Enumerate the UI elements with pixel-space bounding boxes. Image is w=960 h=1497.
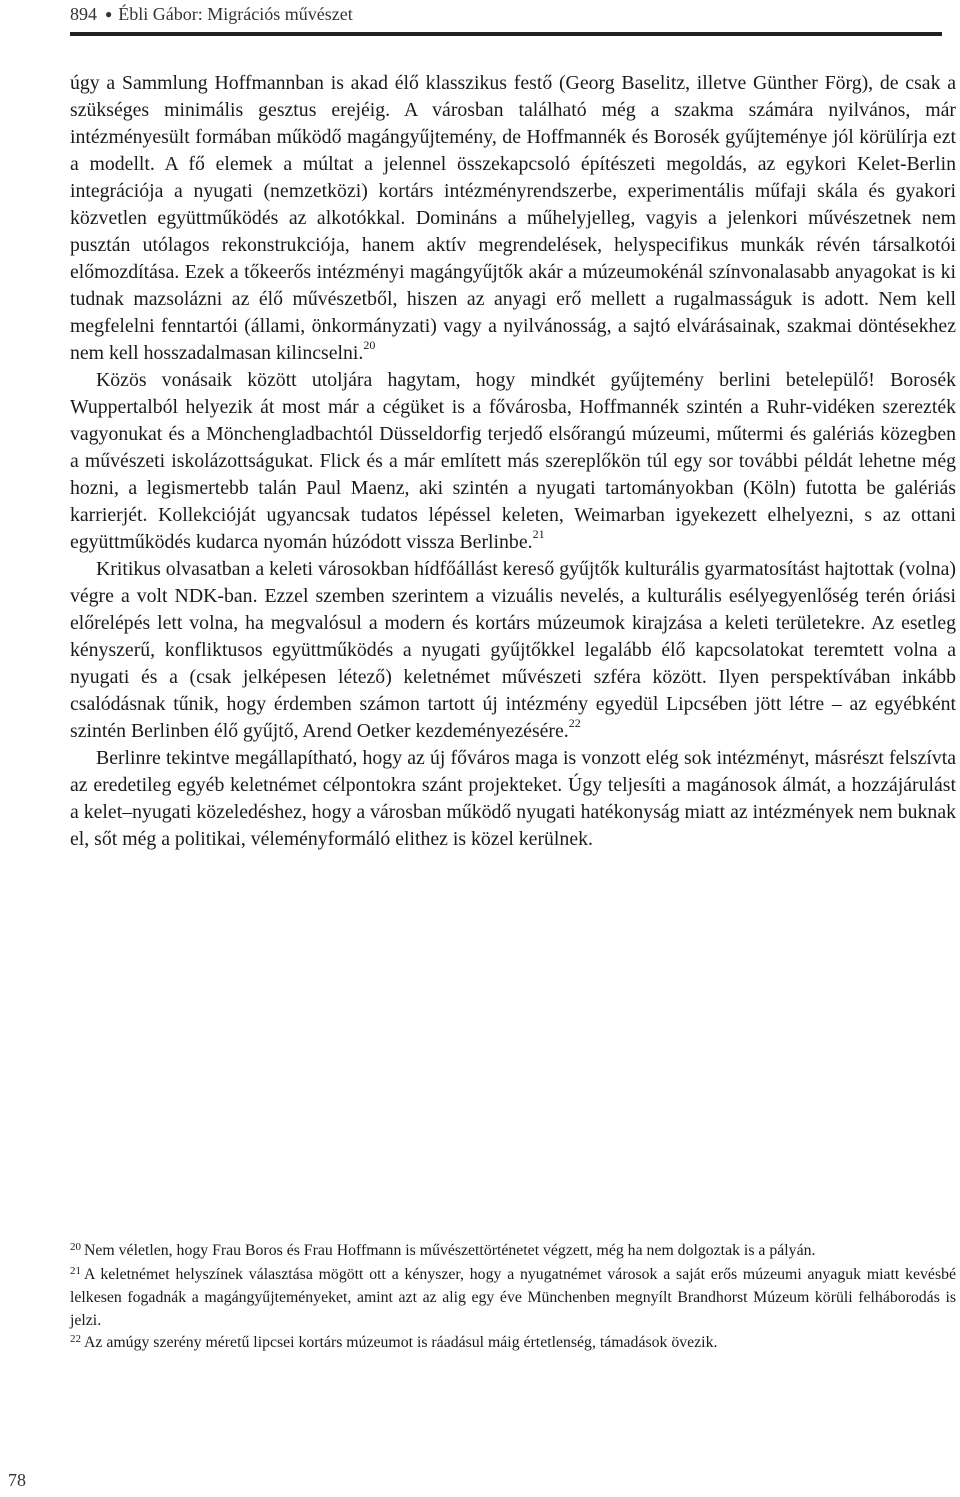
footnote-22 bbox=[70, 1332, 956, 1356]
footnote-20 bbox=[70, 1240, 956, 1264]
paragraph-4 bbox=[70, 745, 956, 853]
footnote-ref-22[interactable]: 22 bbox=[568, 716, 581, 731]
header-rule bbox=[70, 32, 942, 36]
paragraph-1-text: úgy a Sammlung Hoffmannban is akad élő klasszikus festő (Georg Baselitz, illetve Günther Förg), de csak a szükséges minimális gesztus erejéig. A városban található még a szakma számára nyilvános, már intézményesült formában működő magángyűjtemény, de Hoffmannék és Borosék gyűjteménye jól körülírja ezt a modellt. A fő elemek a múltat a jelennel összekapcsoló építészeti megoldás, az egykori Kelet-Berlin integrációja a nyugati (nemzetközi) kortárs intézményrendszerbe, experimentális műfaji skála és gyakori közvetlen együttműködés az alkotókkal. Domináns a műhelyjelleg, vagyis a jelenkori művészetnek nem pusztán utólagos rekonstrukciója, hanem aktív megrendelések, helyspecifikus munkák révén társalkotói előmozdítása. Ezek a tőkeerős intézményi magángyűjtők akár a múzeumokénál színvonalasabb anyagokat is ki tudnak mazsolázni az élő művészetből, hiszen az anyagi erő mellett a rugalmasságuk is adott. Nem kell megfelelni fenntartói (állami, önkormányzati) vagy a nyilvánosság, a sajtó elvárásainak, szakmai döntésekhez nem kell hosszadalmasan kilincselni. bbox=[70, 72, 956, 364]
paragraph-2-text: Közös vonásaik között utoljára hagytam, hogy mindkét gyűjtemény berlini betelepülő! Borosék Wuppertalból helyezik át most már a cégüket is a fővárosba, Hoffmannék szintén a Ruhr-vidéken szerezték vagyonukat és a Mönchengladbachtól Düsseldorfig terjedő elsőrangú múzeumi, műtermi és galériás közegben a művészeti iskolázottságukat. Flick és a már említett más szereplőkön túl egy sor további példát lehetne még hozni, a legismertebb talán Paul Maenz, aki szintén a nyugati tartományokban (Köln) futotta be galériás karrierjét. Kollekcióját ugyancsak tudatos lépéssel keleten, Weimarban igyekezett elhelyezni, s az ottani együttműködés kudarca nyomán húzódott vissza Berlinbe. bbox=[70, 369, 956, 553]
footnote-ref-20[interactable]: 20 bbox=[363, 338, 376, 353]
main-text bbox=[70, 70, 956, 853]
paragraph-4-text: Berlinre tekintve megállapítható, hogy az új főváros maga is vonzott elég sok intézményt, másrészt felszívta az eredetileg egyéb keletnémet célpontokra szánt projekteket. Úgy teljesíti a magánosok álmát, a hozzájárulást a kelet–nyugati közeledéshez, hogy a városban működő nyugati hatékonyság miatt az intézmények nem buknak el, sőt még a politikai, véleményformáló elithez is közel kerülnek. bbox=[70, 747, 956, 850]
footnote-text: A keletnémet helyszínek választása mögött ott a kényszer, hogy a nyugatnémet városok a saját erős múzeumi anyaguk miatt kevésbé lelkesen fogadnák a magángyűjteményeket, amint azt az alig egy éve Münchenben megnyílt Brandhorst Múzeum körüli felháborodás is jelzi. bbox=[70, 1265, 956, 1329]
paragraph-2 bbox=[70, 367, 956, 556]
paragraph-3-text: Kritikus olvasatban a keleti városokban hídfőállást kereső gyűjtők kulturális gyarmatosítást hajtottak (volna) végre a volt NDK-ban. Ezzel szemben szerintem a vizuális nevelés, a kulturális esélyegyenlőség terén óriási előrelépés lett volna, ha megvalósul a modern és kortárs múzeumok kirajzása a keleti területekre. Az esetleg kényszerű, konfliktusos együttműködés a nyugati gyűjtőkkel legalább élő kapcsolatokat teremtett volna a nyugati és a (csak jelképesen létező) keletnémet művészeti szféra között. Ilyen perspektívában inkább csalódásnak tűnik, hogy érdemben számon tartott új intézmény egyedül Lipcsében jött létre – az egyébként szintén Berlinben élő gyűjtő, Arend Oetker kezdeményezésére. bbox=[70, 558, 956, 742]
side-page-number: 78 bbox=[8, 1470, 26, 1490]
paragraph-1 bbox=[70, 70, 956, 367]
bullet-icon: ● bbox=[105, 7, 113, 21]
footnote-number: 20 bbox=[70, 1241, 81, 1253]
footnote-text: Nem véletlen, hogy Frau Boros és Frau Hoffmann is művészettörténetet végzett, még ha nem dolgoztak is a pályán. bbox=[84, 1242, 816, 1259]
paragraph-3 bbox=[70, 556, 956, 745]
footnote-number: 22 bbox=[70, 1333, 81, 1345]
footnotes bbox=[70, 1240, 956, 1356]
footnote-number: 21 bbox=[70, 1264, 81, 1277]
footnote-21 bbox=[70, 1264, 956, 1333]
running-header bbox=[70, 4, 942, 30]
header-page-number: 894 bbox=[70, 4, 97, 24]
footnote-text: Az amúgy szerény méretű lipcsei kortárs múzeumot is ráadásul máig értetlenség, támadások övezik. bbox=[84, 1334, 718, 1351]
footnote-ref-21[interactable]: 21 bbox=[532, 527, 545, 542]
header-title: Ébli Gábor: Migrációs művészet bbox=[118, 4, 353, 24]
